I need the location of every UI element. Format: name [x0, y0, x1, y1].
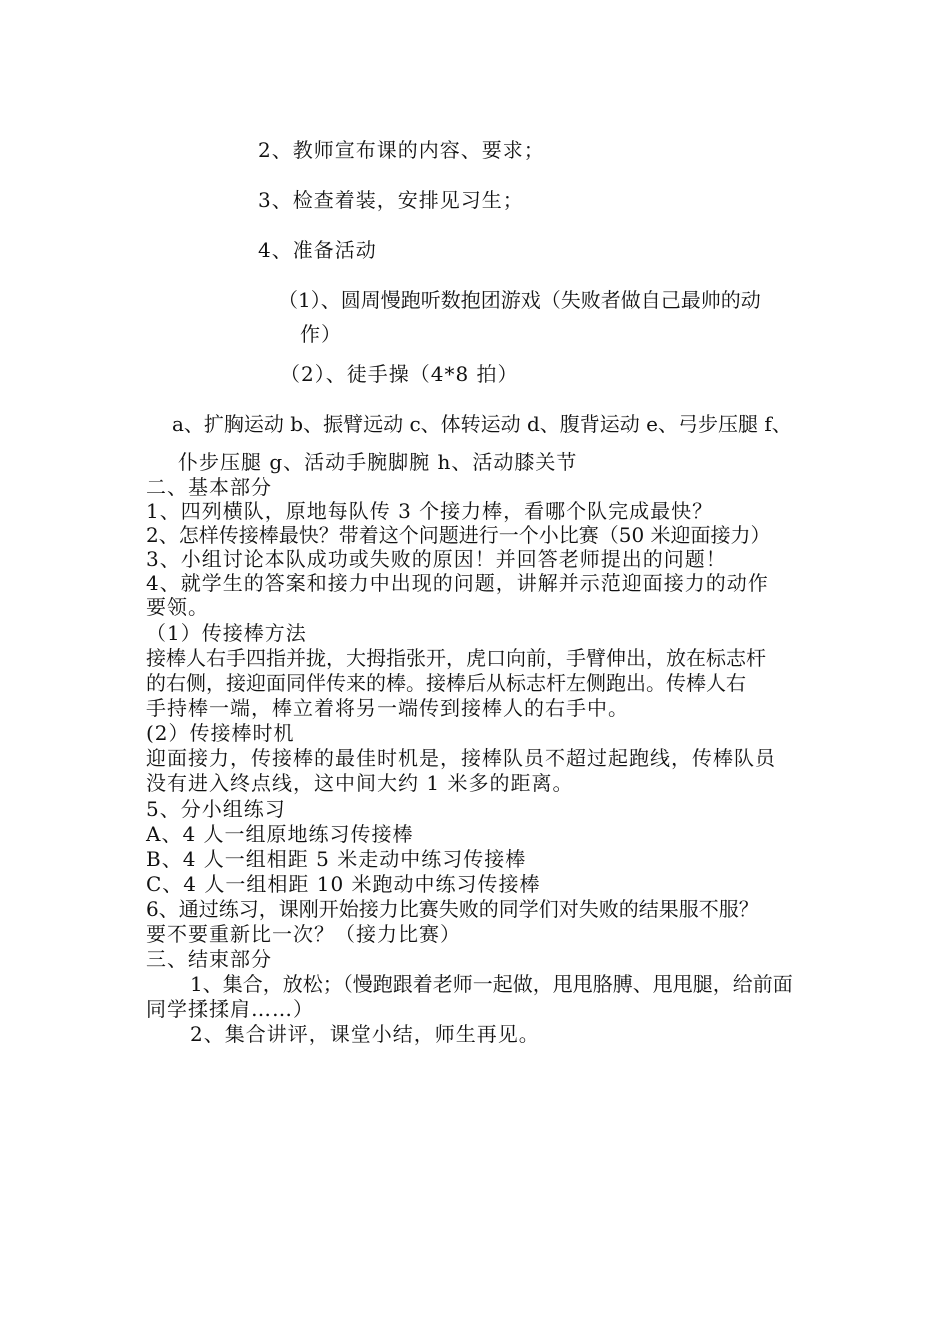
basic-p1: 1、四列横队，原地每队传 3 个接力棒，看哪个队完成最快？ [146, 499, 714, 523]
prep-sub-1-line-1: （1）、圆周慢跑听数抱团游戏（失败者做自己最帅的动 [278, 288, 761, 312]
end-e1-line-1: 1、集合，放松；（慢跑跟着老师一起做，甩甩胳膊、甩甩腿，给前面 [190, 972, 793, 996]
basic-p2: 2、怎样传接棒最快？带着这个问题进行一个小比赛（50 米迎面接力） [146, 523, 771, 547]
basic-p5-b: B、4 人一组相距 5 米走动中练习传接棒 [146, 847, 527, 871]
basic-heading: 二、基本部分 [146, 475, 272, 499]
prep-item-2: 2、教师宣布课的内容、要求； [258, 138, 545, 162]
timing-title: (2）传接棒时机 [146, 721, 295, 745]
basic-p6-line-1: 6、通过练习，课刚开始接力比赛失败的同学们对失败的结果服不服？ [146, 897, 759, 921]
basic-p5-a: A、4 人一组原地练习传接棒 [146, 822, 414, 846]
prep-exercises-line-1: a、扩胸运动 b、振臂远动 c、体转运动 d、腹背运动 e、弓步压腿 f、 [172, 412, 792, 436]
end-e2: 2、集合讲评，课堂小结，师生再见。 [190, 1022, 540, 1046]
prep-item-4: 4、准备活动 [258, 238, 377, 262]
prep-sub-1-line-2: 作） [300, 322, 342, 346]
method-line-1: 接棒人右手四指并拢，大拇指张开，虎口向前，手臂伸出，放在标志杆 [146, 646, 766, 670]
timing-line-1: 迎面接力，传接棒的最佳时机是，接棒队员不超过起跑线，传棒队员 [146, 746, 776, 770]
basic-p3: 3、小组讨论本队成功或失败的原因！并回答老师提出的问题！ [146, 547, 727, 571]
basic-p5: 5、分小组练习 [146, 797, 286, 821]
timing-line-2: 没有进入终点线，这中间大约 1 米多的距离。 [146, 771, 574, 795]
basic-p4-line-1: 4、就学生的答案和接力中出现的问题，讲解并示范迎面接力的动作 [146, 571, 769, 595]
prep-item-3: 3、检查着装，安排见习生； [258, 188, 524, 212]
basic-p5-c: C、4 人一组相距 10 米跑动中练习传接棒 [146, 872, 541, 896]
method-title: （1）传接棒方法 [146, 621, 307, 645]
prep-exercises-line-2: 仆步压腿 g、活动手腕脚腕 h、活动膝关节 [178, 450, 578, 474]
prep-sub-2: （2）、徒手操（4*8 拍） [280, 362, 519, 386]
method-line-3: 手持棒一端，棒立着将另一端传到接棒人的右手中。 [146, 696, 629, 720]
method-line-2: 的右侧，接迎面同伴传来的棒。接棒后从标志杆左侧跑出。传棒人右 [146, 671, 746, 695]
end-e1-line-2: 同学揉揉肩……） [146, 997, 314, 1021]
basic-p4-line-2: 要领。 [146, 595, 209, 619]
basic-p6-line-2: 要不要重新比一次？（接力比赛） [146, 922, 461, 946]
end-heading: 三、结束部分 [146, 947, 272, 971]
